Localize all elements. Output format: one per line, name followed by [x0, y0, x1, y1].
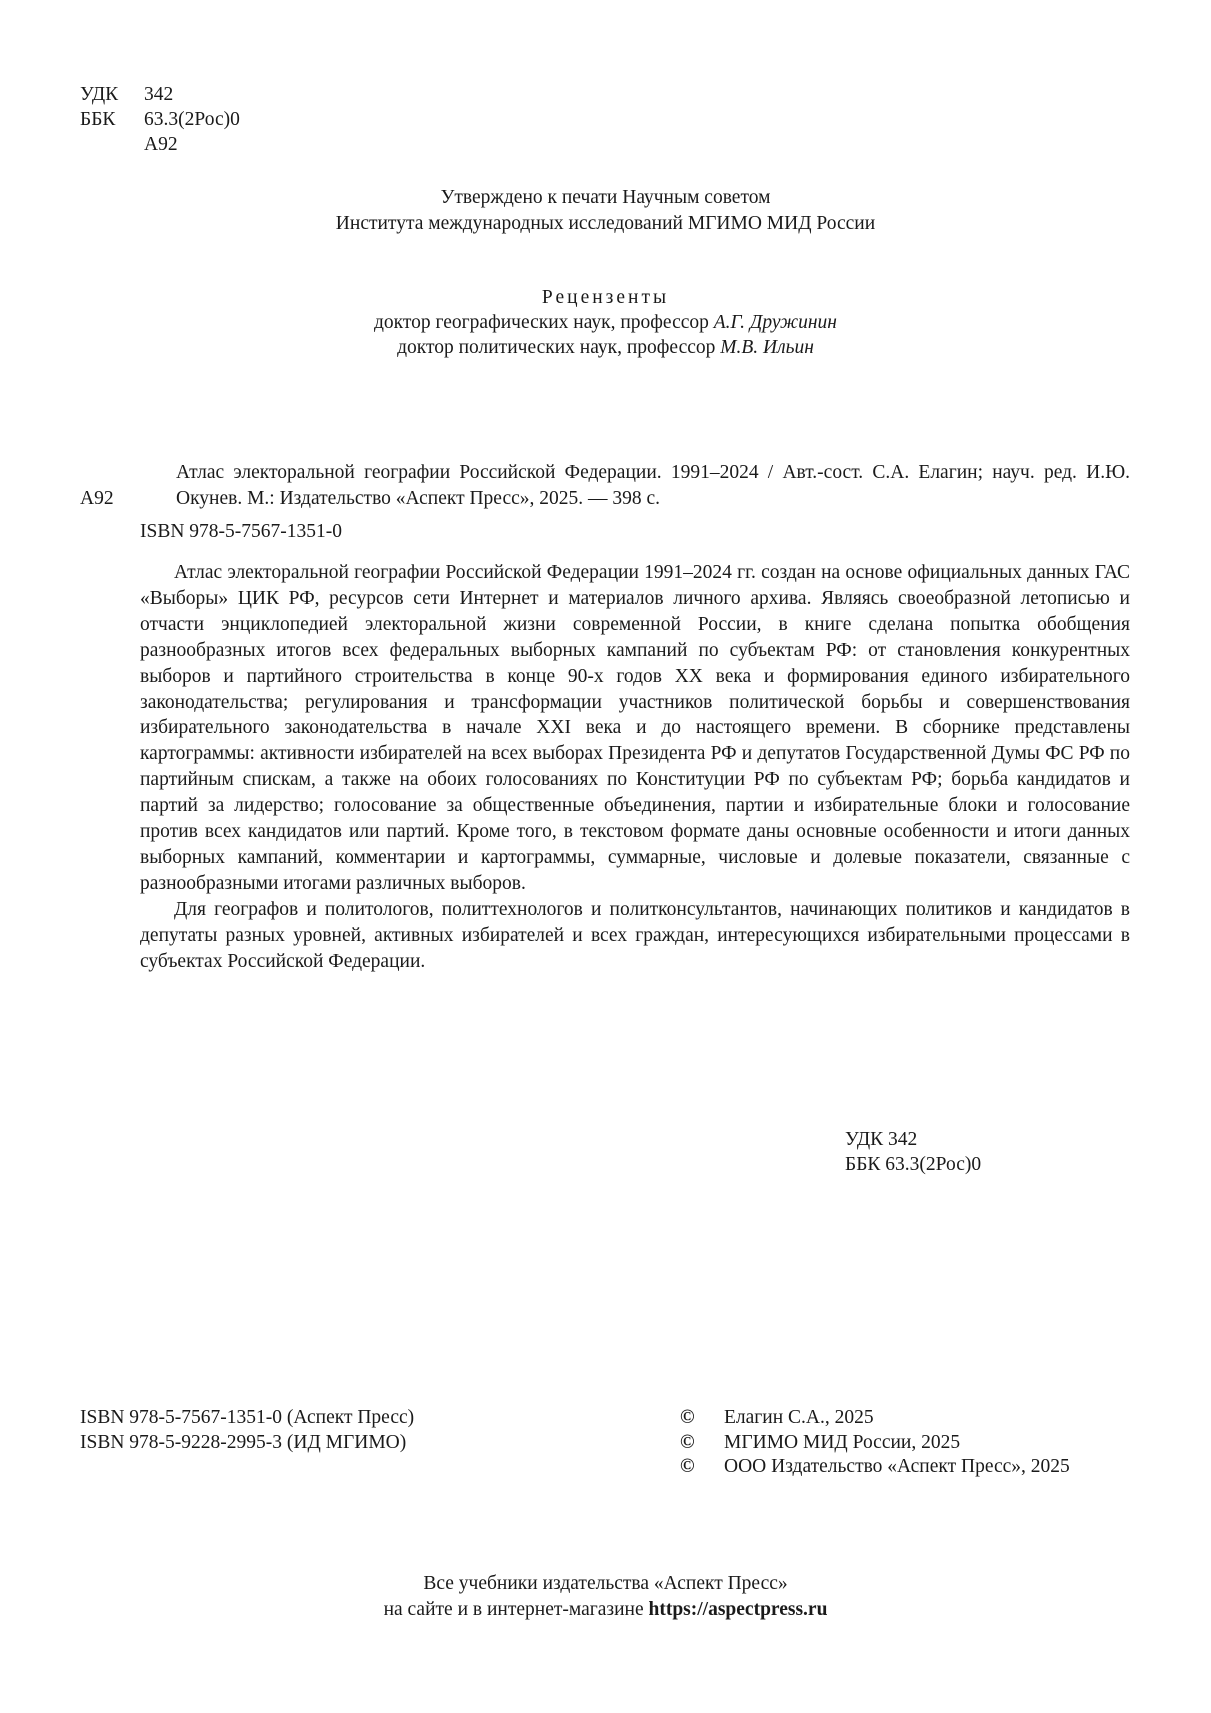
copyright-list: [680, 1406, 1070, 1480]
udk-label: УДК: [80, 84, 119, 105]
bbk-row: [80, 108, 240, 133]
approval-line-2: Института международных исследований МГИМО МИД России: [335, 213, 876, 234]
isbn-item: ISBN 978-5-9228-2995-3 (ИД МГИМО): [80, 1431, 407, 1453]
reviewer-1-name: А.Г. Дружинин: [713, 312, 837, 333]
isbn-item: ISBN 978-5-7567-1351-0 (Аспект Пресс): [80, 1407, 415, 1428]
approval-note: [0, 186, 1211, 238]
annotation-paragraph-2: Для географов и политологов, политтехнологов и политконсультантов, начинающих политиков и кандидатов в депутаты разных уровней, активных избирателей и всех граждан, интересующихся избирательными процессами в субъектах Российской Федерации.: [140, 898, 1130, 972]
bibliographic-isbn: ISBN 978-5-7567-1351-0: [140, 521, 343, 542]
reviewer-2-name: М.В. Ильин: [720, 337, 814, 358]
copyright-item: [680, 1431, 1070, 1456]
footer-line-2-text: на сайте и в интернет-магазине: [383, 1599, 649, 1620]
copyright-symbol: ©: [680, 1456, 695, 1477]
bbk-value: 63.3(2Рос)0: [144, 109, 240, 130]
annotation: [140, 560, 1130, 975]
bibliographic-entry: [80, 460, 1130, 512]
annotation-paragraph-1: Атлас электоральной географии Российской Федерации 1991–2024 гг. создан на основе официальных данных ГАС «Выборы» ЦИК РФ, ресурсов сети Интернет и материалов личного архива. Являясь своеобразной летописью и отчасти энциклопедией электоральной жизни современной России, в книге сделана попытка обобщения разнообразных итогов всех федеральных выборных кампаний по субъектам РФ: от становления конкурентных выборов и партийного строительства в конце 90-х годов XX века и формирования единого избирательного законодательства; регулирования и трансформации участников политической борьбы и совершенствования избирательного законодательства в начале XXI века и до настоящего времени. В сборнике представлены картограммы: активности избирателей на всех выборах Президента РФ и депутатов Государственной Думы ФС РФ по партийным спискам, а также на обоих голосованиях по Конституции РФ по субъектам РФ; борьба кандидатов и партий за лидерство; голосование за общественные объединения, партии и избирательные блоки и голосование против всех кандидатов или партий. Кроме того, в текстовом формате даны основные особенности и итоги данных выборных кампаний, комментарии и картограммы, суммарные, числовые и долевые показатели, связанные с разнообразными итогами различных выборов.: [140, 562, 1130, 894]
publisher-website-link[interactable]: https://aspectpress.ru: [648, 1599, 828, 1620]
copyright-holder: ООО Издательство «Аспект Пресс», 2025: [724, 1456, 1070, 1477]
bibliographic-record: [80, 460, 1130, 546]
bibliographic-text: Атлас электоральной географии Российской Федерации. 1991–2024 / Авт.-сост. С.А. Елагин; науч. ред. И.Ю. Окунев. М.: Издательство «Аспект Пресс», 2025. — 398 с.: [176, 462, 1130, 509]
approval-line-1: Утверждено к печати Научным советом: [440, 187, 771, 208]
bbk-label: ББК: [80, 109, 116, 130]
author-mark: А92: [144, 134, 178, 155]
reviewer-2: [0, 336, 1211, 361]
reviewer-1-title: доктор географических наук, профессор: [374, 312, 714, 333]
copyright-item: [680, 1455, 1070, 1480]
copyright-holder: МГИМО МИД России, 2025: [724, 1431, 961, 1453]
udk-row: [80, 83, 240, 108]
bibliographic-mark: А92: [80, 488, 114, 509]
copyright-symbol: ©: [680, 1407, 695, 1428]
reviewer-1: [0, 311, 1211, 336]
publisher-footer: [0, 1571, 1211, 1623]
classification-footer: [845, 1127, 981, 1177]
author-mark-row: [80, 133, 240, 158]
footer-line-2: [0, 1597, 1211, 1623]
footer-line-1: Все учебники издательства «Аспект Пресс»: [423, 1573, 788, 1594]
copyright-holder: Елагин С.А., 2025: [724, 1407, 874, 1428]
reviewers-heading: Рецензенты: [541, 287, 670, 308]
copyright-symbol: ©: [680, 1431, 695, 1453]
isbn-list: [80, 1406, 414, 1455]
reviewers-block: [0, 286, 1211, 361]
copyright-item: [680, 1406, 1070, 1431]
udk-code: УДК 342: [845, 1129, 918, 1150]
reviewer-2-title: доктор политических наук, профессор: [397, 337, 721, 358]
udk-value: 342: [144, 84, 174, 105]
bbk-code: ББК 63.3(2Рос)0: [845, 1154, 982, 1175]
classification-header: [80, 83, 240, 158]
